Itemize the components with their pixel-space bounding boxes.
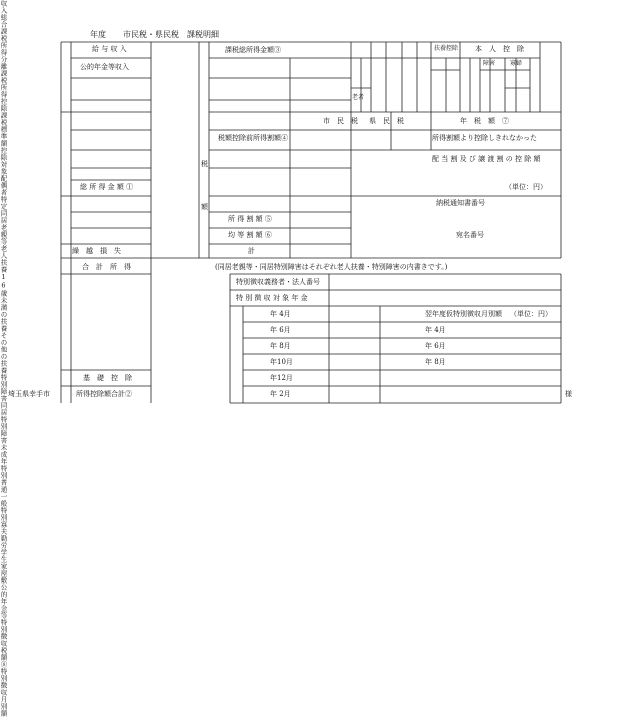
under16-label: 16歳未満の扶養 bbox=[0, 273, 8, 332]
month-october: 年10月 bbox=[270, 358, 293, 366]
amount-label: 額 bbox=[201, 203, 208, 211]
obligor-label: 特別徴収義務者・法人番号 bbox=[236, 278, 320, 286]
total-label: 計 bbox=[248, 247, 255, 255]
salary-income-label: 給 与 収 入 bbox=[92, 45, 127, 53]
same-elderly-label: 同居老親等 bbox=[0, 210, 8, 245]
unit-yen-label: （単位：円） bbox=[505, 183, 547, 191]
pension-unit-yen: （単位：円） bbox=[510, 310, 552, 318]
same-special-disabled-label: 同居特別障害 bbox=[0, 402, 8, 444]
separate-taxable-label: 分離課税 bbox=[0, 56, 8, 84]
prefectural-tax-label: 県 民 税 bbox=[369, 117, 404, 125]
addressee-number-label: 宛名番号 bbox=[456, 231, 484, 239]
income-levy-label: 所 得 割 額 ⑤ bbox=[228, 215, 272, 223]
taxable-standard-label: 課税標準額 bbox=[0, 112, 8, 147]
special-disabled-label: 特別障害 bbox=[0, 374, 8, 402]
elderly-label: 老者 bbox=[352, 94, 365, 101]
household-head-label: 家屋敷 bbox=[0, 563, 8, 584]
special2-label: 特別 bbox=[0, 507, 8, 521]
income-group-label: 収入 bbox=[0, 0, 8, 14]
pre-deduction-tax-label: 税額控除前所得割額④ bbox=[218, 134, 288, 142]
month-february: 年 2月 bbox=[270, 390, 291, 398]
widower-label: 寡夫 bbox=[0, 521, 8, 535]
general-label: 一般 bbox=[0, 493, 8, 507]
next-year-title: 翌年度仮特別徴収月別額 bbox=[425, 310, 502, 318]
normal-label: 普通 bbox=[0, 479, 8, 493]
pension-tax-vertical-title: 公的年金等特別徴収税額⑧ bbox=[0, 584, 8, 668]
honorific-label: 様 bbox=[565, 390, 572, 398]
total-income-sum-label: 合 計 所 得 bbox=[82, 263, 131, 271]
pension-income-label: 公的年金等収入 bbox=[80, 63, 129, 71]
cohabitant-note: (同居老親等・同居特別障害はそれぞれ老人扶養・特別障害の内書きです。) bbox=[215, 263, 448, 271]
general-taxable-label: 総合課税所得 bbox=[0, 14, 8, 56]
loss-carryforward-label: 繰 越 損 失 bbox=[72, 247, 121, 255]
elderly-dependent-label: 老人扶養 bbox=[0, 245, 8, 273]
widow-label: 寡婦 bbox=[510, 60, 523, 67]
month-june: 年 6月 bbox=[270, 326, 291, 334]
next-month-august: 年 8月 bbox=[425, 358, 446, 366]
next-month-june: 年 6月 bbox=[425, 342, 446, 350]
note-line2: 配 当 割 及 び 譲 渡 割 の 控 除 額 bbox=[432, 155, 541, 163]
form-title: 市民税・県民税 課税明細 bbox=[123, 30, 219, 39]
minor-label: 未成年 bbox=[0, 444, 8, 465]
spouse-label: 控除対象配偶者 bbox=[0, 147, 8, 196]
issuer-label: 埼玉県幸手市 bbox=[8, 390, 50, 398]
income-deduction-label: 所得控除 bbox=[0, 84, 8, 112]
annual-tax-label: 年 税 額 ⑦ bbox=[460, 117, 509, 125]
other-dependents-label: その他の扶養 bbox=[0, 332, 8, 374]
month-august: 年 8月 bbox=[270, 342, 291, 350]
target-pension-label: 特 別 徴 収 対 象 年 金 bbox=[236, 294, 308, 302]
total-income-label: 総 所 得 金 額 ① bbox=[80, 183, 134, 191]
next-month-april: 年 4月 bbox=[425, 326, 446, 334]
basic-deduction-label: 基 礎 控 除 bbox=[83, 374, 132, 382]
month-april: 年 4月 bbox=[270, 310, 291, 318]
disability-label: 障害 bbox=[483, 60, 496, 67]
special-label: 特別 bbox=[0, 465, 8, 479]
year-label: 年度 bbox=[90, 30, 106, 39]
notice-number-label: 納税通知書番号 bbox=[436, 199, 485, 207]
deduction-total-label: 所得控除額合計② bbox=[76, 390, 132, 398]
tax-label: 税 bbox=[201, 160, 208, 168]
special-collection-month-label: 特別徴収月別額 bbox=[0, 668, 8, 717]
dependents-label: 扶養控除 bbox=[434, 45, 459, 52]
taxable-income-label: 課税総所得金額③ bbox=[225, 46, 281, 54]
self-deduction-label: 本 人 控 除 bbox=[475, 45, 524, 53]
per-capita-levy-label: 均 等 割 額 ⑥ bbox=[228, 231, 272, 239]
month-december: 年12月 bbox=[270, 374, 293, 382]
city-tax-label: 市 民 税 bbox=[323, 117, 358, 125]
specific-label: 特定 bbox=[0, 196, 8, 210]
note-line1: 所得割額より控除しきれなかった bbox=[432, 134, 537, 142]
working-student-label: 勤労学生 bbox=[0, 535, 8, 563]
